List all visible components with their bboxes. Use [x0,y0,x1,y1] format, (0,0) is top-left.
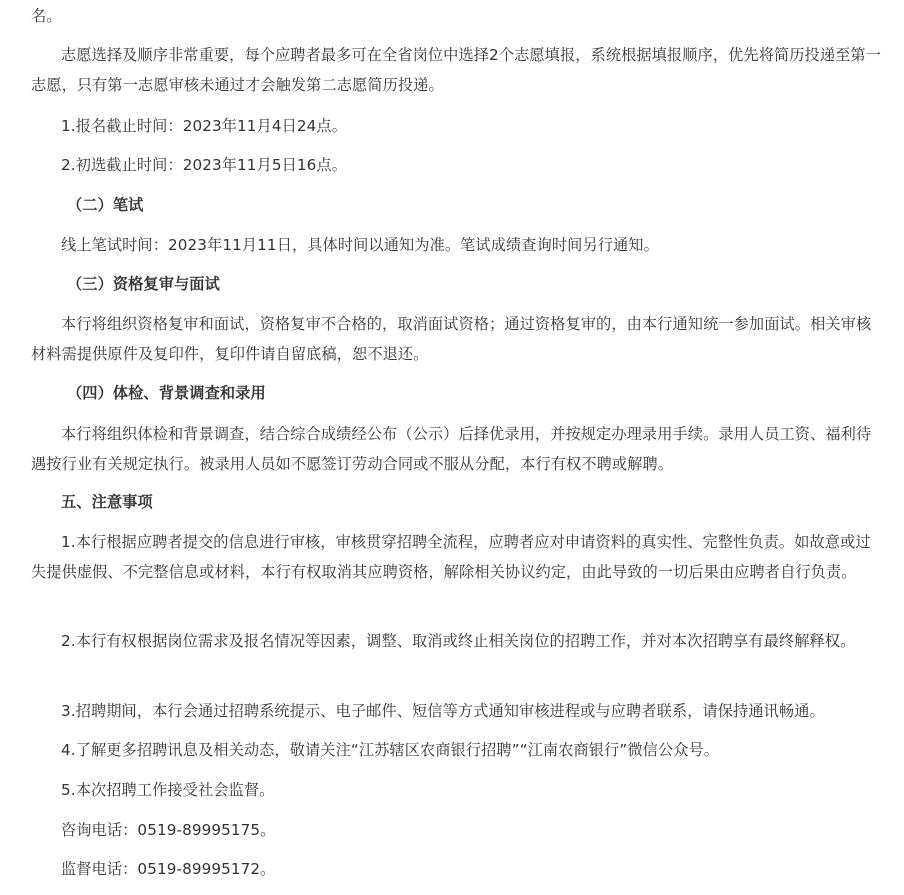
section-3-body: 本行将组织资格复审和面试，资格复审不合格的，取消面试资格；通过资格复审的，由本行通知统一参加面试。相关审核材料需提供原件及复印件，复印件请自留底稿，恕不退还。 [31,315,872,363]
section-5-heading: 五、注意事项 [61,493,153,511]
note-item-5: 5.本次招聘工作接受社会监督。 [61,781,275,799]
note-item-1: 1.本行根据应聘者提交的信息进行审核，审核贯穿招聘全流程，应聘者应对申请资料的真实性、完整性负责。如故意或过失提供虚假、不完整信息或材料，本行有权取消其应聘资格，解除相关协议约定，由此导致的一切后果由应聘者自行负责。 [31,533,871,581]
section-2-body: 线上笔试时间：2023年11月11日，具体时间以通知为准。笔试成绩查询时间另行通知。 [61,236,659,254]
deadline-item-1: 1.报名截止时间：2023年11月4日24点。 [61,117,348,135]
consult-phone: 咨询电话：0519-89995175。 [61,821,276,839]
section-4-heading: （四）体检、背景调查和录用 [67,384,266,402]
note-item-4: 4.了解更多招聘讯息及相关动态，敬请关注“江苏辖区农商银行招聘”“江南农商银行”微信公众号。 [61,741,720,759]
section-2-heading: （二）笔试 [67,196,144,214]
note-item-3: 3.招聘期间，本行会通过招聘系统提示、电子邮件、短信等方式通知审核进程或与应聘者联系，请保持通讯畅通。 [61,702,825,720]
section-4-body: 本行将组织体检和背景调查，结合综合成绩经公布（公示）后择优录用，并按规定办理录用手续。录用人员工资、福利待遇按行业有关规定执行。被录用人员如不愿签订劳动合同或不服从分配，本行有权不聘或解聘。 [31,425,872,473]
note-item-2: 2.本行有权根据岗位需求及报名情况等因素，调整、取消或终止相关岗位的招聘工作，并对本次招聘享有最终解释权。 [61,632,856,650]
section-3-heading: （三）资格复审与面试 [67,275,220,293]
supervise-phone: 监督电话：0519-89995172。 [61,860,276,878]
intro-paragraph: 志愿选择及顺序非常重要，每个应聘者最多可在全省岗位中选择2个志愿填报，系统根据填报顺序，优先将简历投递至第一志愿，只有第一志愿审核未通过才会触发第二志愿简历投递。 [31,46,881,94]
deadline-item-2: 2.初选截止时间：2023年11月5日16点。 [61,156,348,174]
top-fragment: 名。 [31,7,62,25]
